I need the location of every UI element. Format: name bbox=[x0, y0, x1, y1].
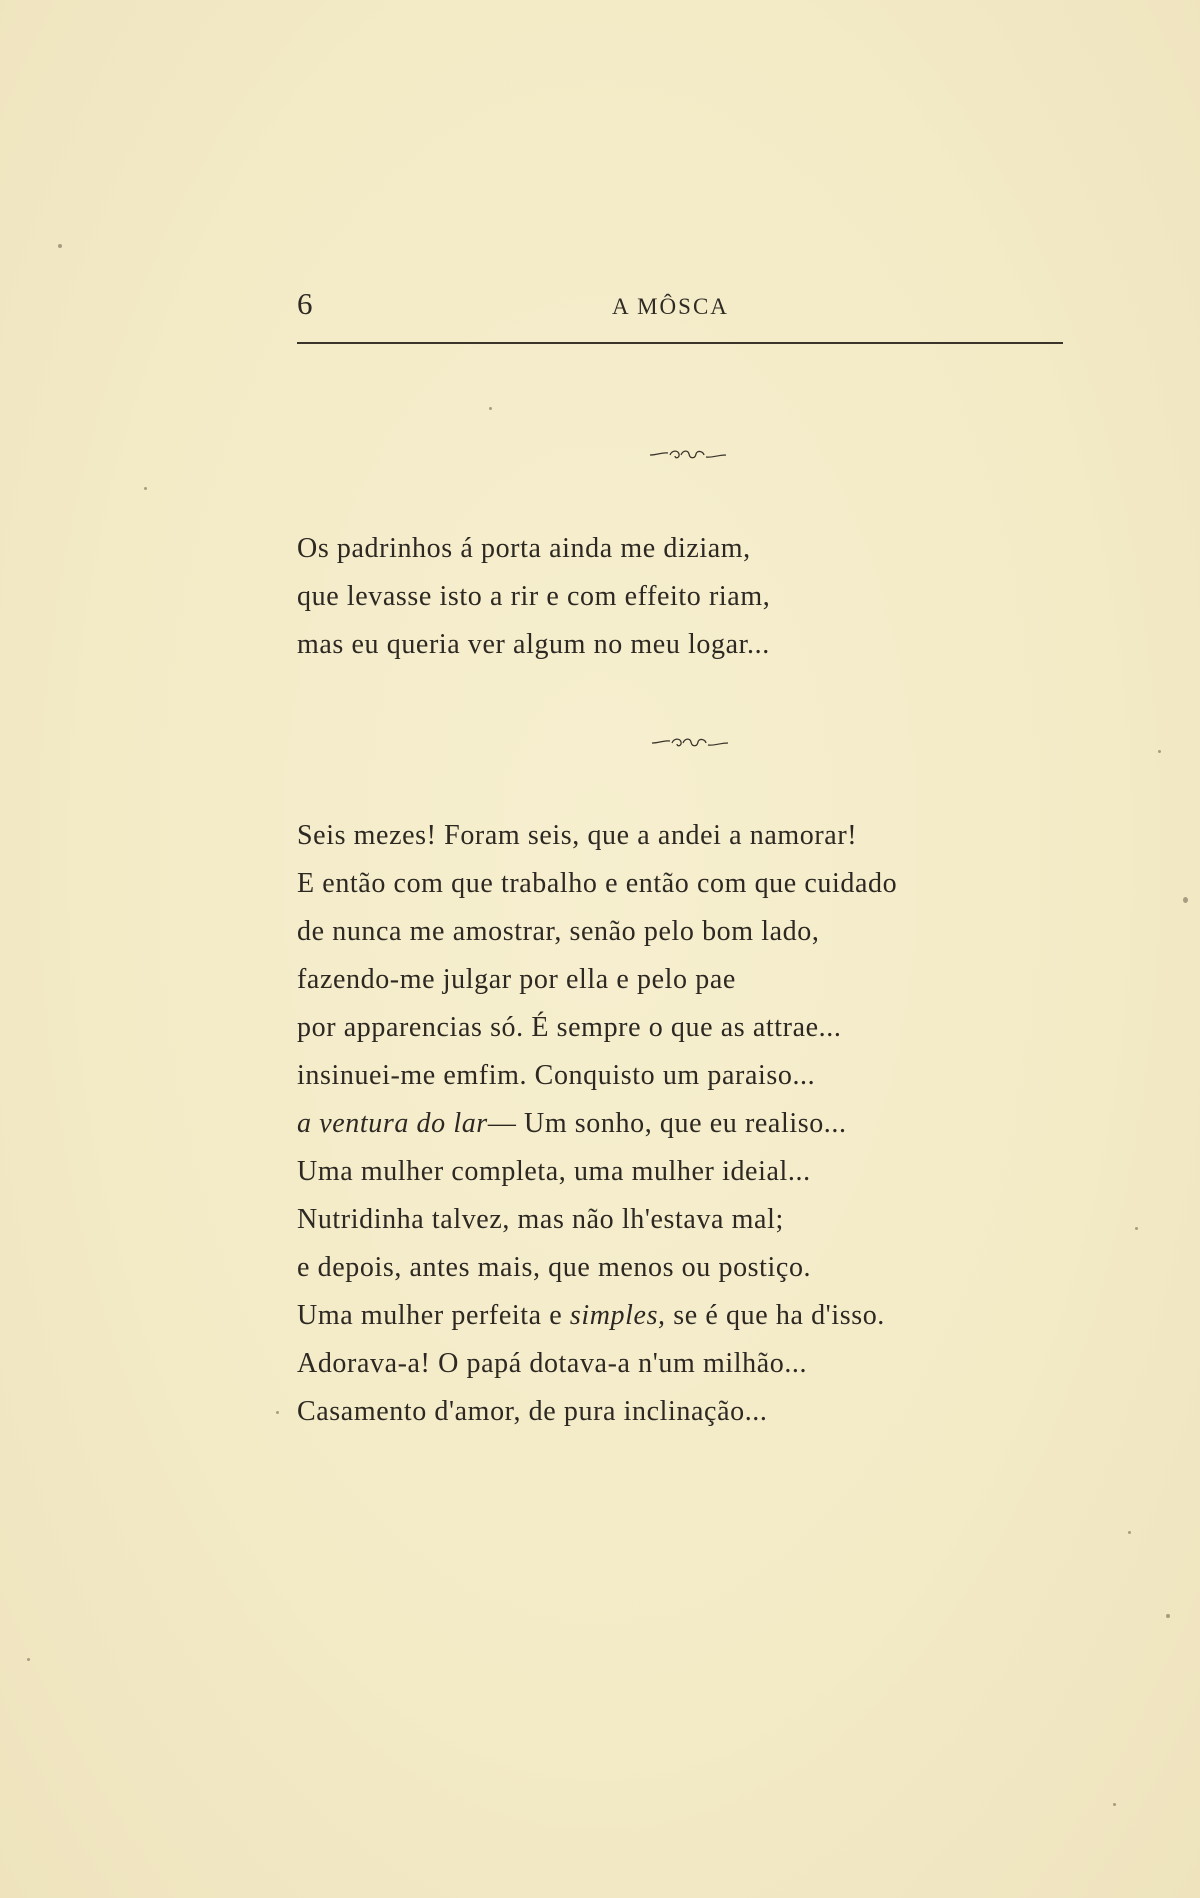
verse-line bbox=[297, 1244, 897, 1292]
paper-speck bbox=[1135, 1227, 1138, 1230]
verse-text: Uma mulher perfeita e bbox=[297, 1300, 570, 1331]
verse-line bbox=[297, 1196, 897, 1244]
running-title: A MÔSCA bbox=[612, 294, 729, 319]
paper-speck bbox=[1166, 1614, 1170, 1618]
page-number: 6 bbox=[297, 286, 313, 321]
verse-line bbox=[297, 1100, 897, 1148]
verse-text: fazendo-me julgar por ella e pelo pae bbox=[297, 964, 736, 995]
verse-line bbox=[297, 908, 897, 956]
verse-text: Casamento d'amor, de pura inclinação... bbox=[297, 1396, 768, 1427]
paper-speck bbox=[489, 407, 492, 410]
header-rule bbox=[297, 342, 1063, 344]
verse-italic-text: simples, bbox=[569, 1300, 666, 1331]
verse-text: Uma mulher completa, uma mulher ideial... bbox=[297, 1156, 811, 1187]
stanza-2 bbox=[297, 812, 897, 1436]
paper-speck bbox=[58, 244, 62, 248]
paper-speck bbox=[1113, 1803, 1116, 1806]
paper-speck bbox=[1183, 897, 1188, 903]
verse-line: que levasse isto a rir e com effeito riam, bbox=[297, 581, 771, 612]
verse-text: se é que ha d'isso. bbox=[665, 1300, 885, 1331]
section-ornament-icon bbox=[650, 736, 730, 750]
verse-text: E então com que trabalho e então com que cuidado bbox=[297, 868, 898, 899]
verse-line bbox=[297, 1004, 897, 1052]
verse-line bbox=[297, 1340, 897, 1388]
paper-speck bbox=[276, 1411, 279, 1414]
verse-line bbox=[297, 956, 897, 1004]
verse-text: Seis mezes! Foram seis, que a andei a namorar! bbox=[297, 820, 858, 851]
verse-line: mas eu queria ver algum no meu logar... bbox=[297, 629, 770, 660]
verse-text: por apparencias só. É sempre o que as attrae... bbox=[297, 1012, 842, 1043]
paper-speck bbox=[27, 1658, 30, 1661]
verse-text: Nutridinha talvez, mas não lh'estava mal; bbox=[297, 1204, 784, 1235]
verse-text: de nunca me amostrar, senão pelo bom lado, bbox=[297, 916, 820, 947]
verse-line bbox=[297, 812, 897, 860]
verse-text: Adorava-a! O papá dotava-a n'um milhão... bbox=[297, 1348, 808, 1379]
verse-line bbox=[297, 860, 897, 908]
paper-speck bbox=[1158, 750, 1161, 753]
paper-speck bbox=[144, 487, 147, 490]
verse-line: Os padrinhos á porta ainda me diziam, bbox=[297, 533, 751, 564]
section-ornament-icon bbox=[648, 448, 728, 462]
verse-line bbox=[297, 1148, 897, 1196]
verse-text: insinuei-me emfim. Conquisto um paraiso... bbox=[297, 1060, 816, 1091]
stanza-1 bbox=[297, 525, 770, 669]
verse-line bbox=[297, 1388, 897, 1436]
page-header bbox=[297, 282, 1063, 328]
verse-italic-text: a ventura do lar bbox=[297, 1108, 488, 1139]
verse-line bbox=[297, 1292, 897, 1340]
paper-speck bbox=[1128, 1531, 1131, 1534]
verse-line bbox=[297, 1052, 897, 1100]
verse-text: e depois, antes mais, que menos ou postiço. bbox=[297, 1252, 812, 1283]
verse-text: — Um sonho, que eu realiso... bbox=[487, 1108, 847, 1139]
